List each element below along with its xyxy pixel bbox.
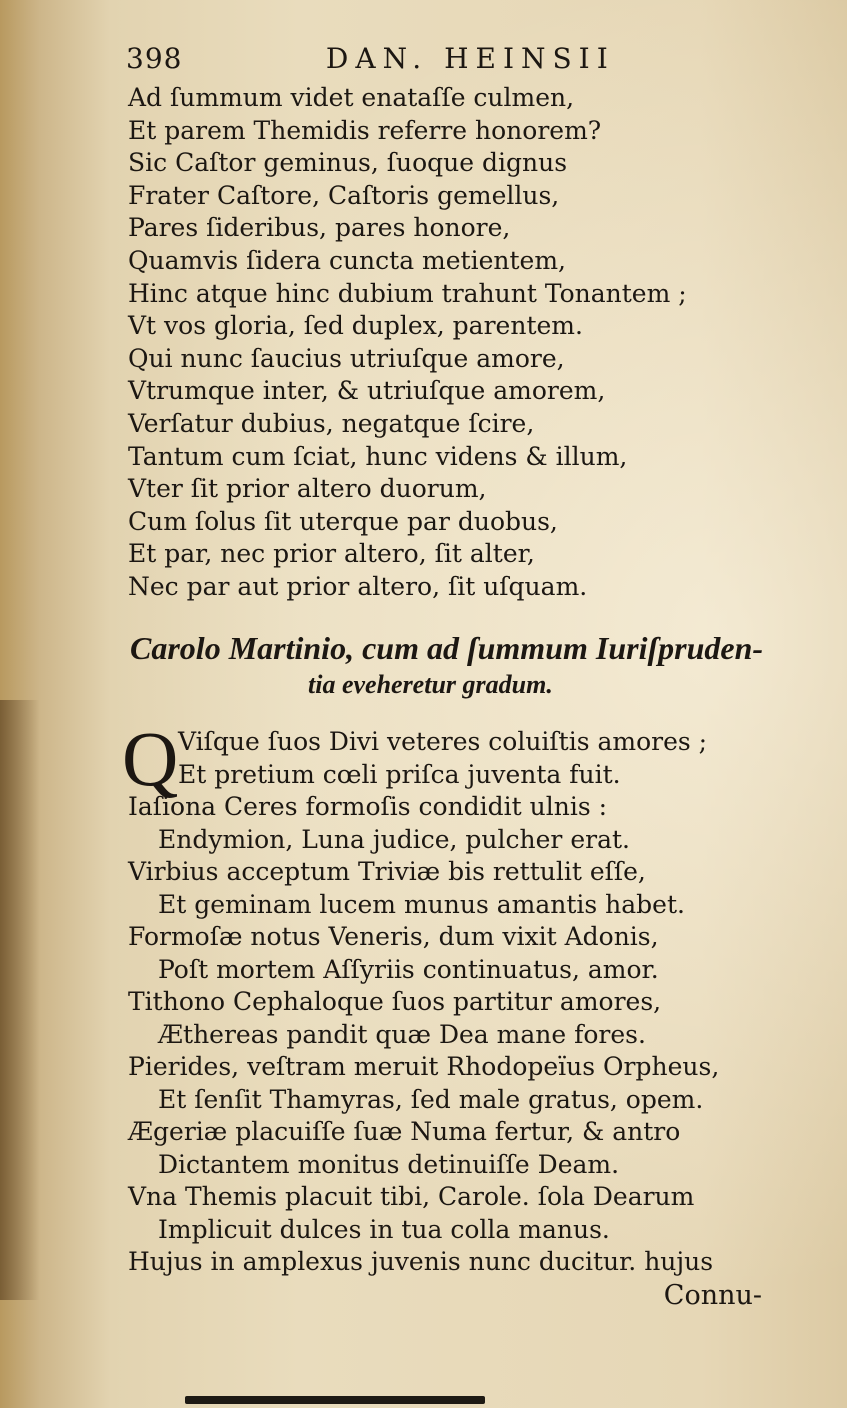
verse-line: Hujus in amplexus juvenis nunc ducitur. hujus — [128, 1247, 714, 1276]
verse-line: Pierides, veſtram meruit Rhodopeïus Orpheus, — [128, 1052, 720, 1081]
drop-cap: Q — [122, 715, 179, 802]
verse-line: Et parem Themidis referre honorem? — [128, 115, 602, 145]
page-edge-stain — [0, 700, 40, 1300]
verse-line: Qui nunc ſaucius utriuſque amore, — [128, 343, 565, 373]
verse-line: Virbius acceptum Triviæ bis rettulit eſſe, — [128, 857, 646, 886]
verse-line: Frater Caſtore, Caſtoris gemellus, — [128, 180, 560, 210]
verse-line: Tithono Cephaloque ſuos partitur amores, — [128, 987, 662, 1016]
verse-line: Et pretium cœli priſca juventa fuit. — [178, 759, 621, 789]
catchword: Connu- — [663, 1280, 762, 1311]
verse-line: Dictantem monitus detinuiſſe Deam. — [158, 1149, 620, 1179]
verse-line: Verſatur dubius, negatque ſcire, — [128, 408, 535, 438]
verse-line: Poſt mortem Aſſyriis continuatus, amor. — [158, 954, 659, 984]
verse-line: Ægeriæ placuiſſe ſuæ Numa fertur, & antro — [128, 1117, 681, 1146]
verse-line: Implicuit dulces in tua colla manus. — [158, 1214, 610, 1244]
poem-1 — [128, 82, 687, 604]
verse-line: Sic Caſtor geminus, ſuoque dignus — [128, 148, 568, 178]
verse-line: Quamvis ſidera cuncta metientem, — [128, 245, 566, 275]
verse-line: Æthereas pandit quæ Dea mane fores. — [158, 1019, 646, 1049]
verse-line: Vna Themis placuit tibi, Carole. ſola Dearum — [128, 1182, 695, 1211]
running-title: DAN. HEINSII — [325, 42, 615, 75]
verse-line: Cum ſolus ſit uterque par duobus, — [128, 506, 558, 536]
page-header — [126, 42, 615, 75]
poem-2-title-line-2: tia eveheretur gradum. — [308, 670, 553, 699]
verse-line: Endymion, Luna judice, pulcher erat. — [158, 824, 630, 854]
poem-2 — [128, 726, 719, 1279]
verse-line: Et geminam lucem munus amantis habet. — [158, 889, 685, 919]
verse-line: Iaſiona Ceres formoſis condidit ulnis : — [128, 792, 608, 821]
poem-2-title-line-1: Carolo Martinio, cum ad ſummum Iuriſpruden- — [130, 630, 764, 666]
verse-line: Ad ſummum videt enataſſe culmen, — [128, 83, 575, 112]
verse-line: Formoſæ notus Veneris, dum vixit Adonis, — [128, 922, 659, 951]
verse-line: Vter ſit prior altero duorum, — [128, 474, 487, 504]
verse-line: Nec par aut prior altero, ſit uſquam. — [128, 571, 588, 601]
binding-edge — [185, 1396, 485, 1404]
verse-line: Vt vos gloria, ſed duplex, parentem. — [128, 311, 583, 341]
verse-line: Et par, nec prior altero, ſit alter, — [128, 539, 535, 569]
page-number: 398 — [126, 42, 183, 75]
verse-line: Vtrumque inter, & utriuſque amorem, — [128, 376, 606, 406]
verse-line: Viſque ſuos Divi veteres coluiſtis amores ; — [178, 727, 708, 756]
verse-line: Tantum cum ſciat, hunc videns & illum, — [128, 441, 628, 471]
verse-line: Hinc atque hinc dubium trahunt Tonantem ; — [128, 278, 687, 308]
verse-line: Pares ſideribus, pares honore, — [128, 213, 511, 243]
verse-line: Et ſenſit Thamyras, ſed male gratus, opem. — [158, 1084, 704, 1114]
